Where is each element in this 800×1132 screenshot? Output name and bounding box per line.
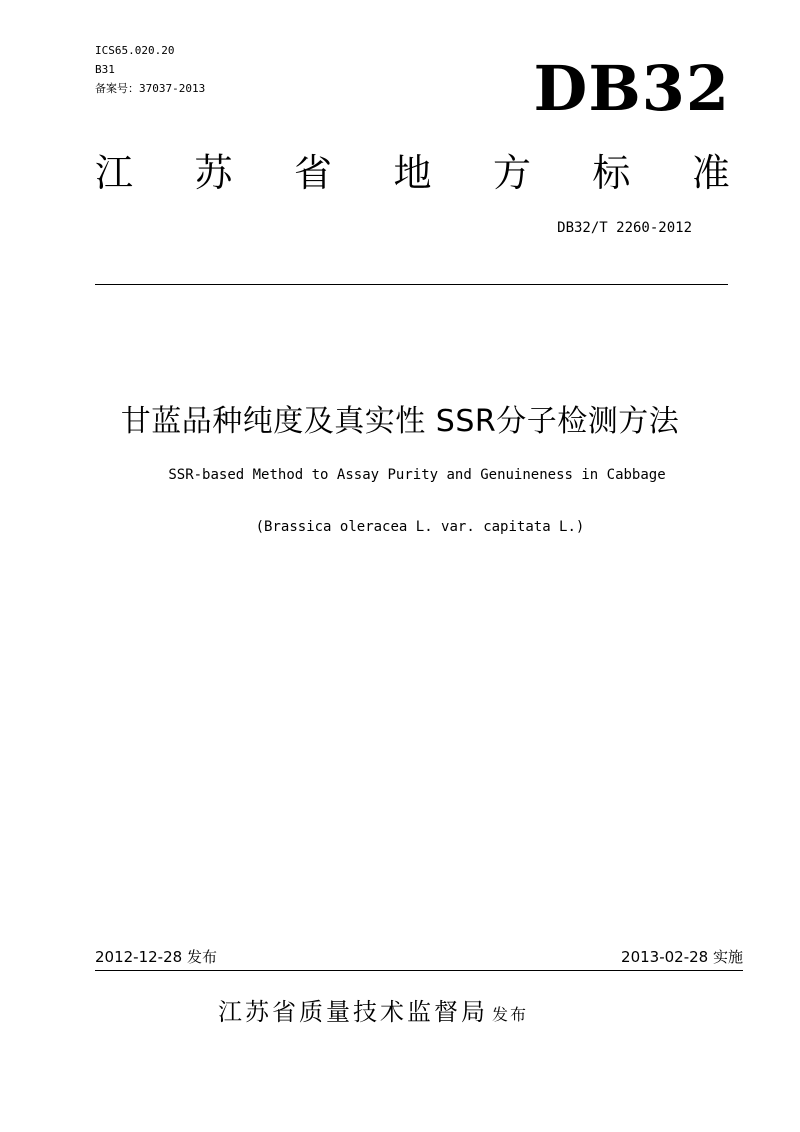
standard-title-char: 省: [293, 151, 332, 195]
standard-title-char: 苏: [194, 151, 233, 195]
document-subtitle-en: (Brassica oleracea L. var. capitata L.): [255, 519, 585, 535]
document-title-zh: 甘蓝品种纯度及真实性 SSR分子检测方法: [120, 404, 680, 439]
standard-type-title: [95, 148, 730, 198]
standard-number: DB32/T 2260-2012: [557, 220, 692, 236]
issuing-authority: [218, 992, 528, 1027]
header-divider: [95, 284, 728, 285]
standard-title-char: 方: [492, 151, 531, 195]
ics-code: ICS65.020.20: [95, 44, 175, 57]
issuer-name: 江苏省质量技术监督局: [218, 998, 488, 1026]
db32-logo: DB32: [533, 52, 730, 125]
ccs-code: B31: [95, 63, 115, 76]
standard-title-char: 准: [691, 151, 730, 195]
footer-divider: [95, 970, 743, 971]
issue-date: 2012-12-28 发布: [95, 948, 217, 966]
record-number: 备案号：37037-2013: [95, 82, 206, 95]
standard-title-char: 地: [393, 151, 432, 195]
standard-title-char: 标: [592, 151, 631, 195]
standard-title-char: 江: [95, 151, 134, 195]
issuer-suffix: 发布: [492, 1005, 529, 1024]
document-title-en: SSR-based Method to Assay Purity and Genuineness in Cabbage: [168, 467, 666, 483]
document-metadata: [95, 41, 205, 98]
effective-date: 2013-02-28 实施: [621, 948, 743, 966]
